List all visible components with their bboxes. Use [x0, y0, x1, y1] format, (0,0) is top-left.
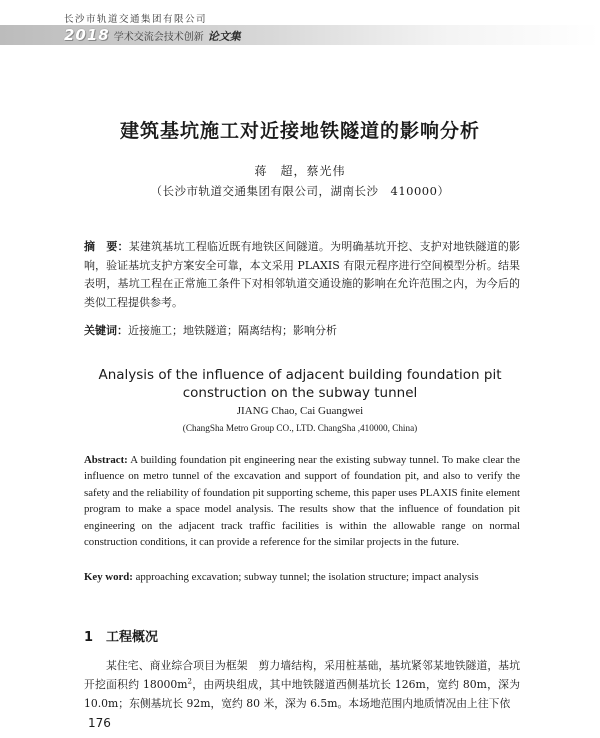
- header-banner: [64, 26, 241, 44]
- section-number: 1: [84, 630, 94, 645]
- section-body-part1: 某住宅、商业综合项目为框架 剪力墙结构，采用桩基础，基坑紧邻某地铁隧道，基坑开挖面积约 18000m: [84, 659, 520, 691]
- keywords-en: [84, 569, 520, 585]
- abstract-cn-label: 摘 要：: [84, 240, 129, 253]
- section-body: [84, 656, 520, 713]
- affiliation-cn: （长沙市轨道交通集团有限公司，湖南长沙 410000）: [150, 184, 450, 198]
- title-en: Analysis of the influence of adjacent building foundation pit construction on the subway tunnel: [98, 367, 502, 401]
- keywords-en-label: Key word:: [84, 571, 133, 583]
- authors-en: JIANG Chao, Cai Guangwei: [236, 405, 364, 417]
- section-body-sup: 2: [187, 677, 193, 686]
- abstract-en-text: A building foundation pit engineering near the existing subway tunnel. To make clear the influence on metro tunnel of the excavation and support of foundation pit, and also to verify the safety and the reliability of foundation pit supporting scheme, this paper uses PLAXIS finite element program to make a space model analysis. The results show that the influence of foundation pit engineering on the adjacent track traffic facilities is within the allowable range on normal construction conditions, it can provide a reference for the similar projects in the future.: [84, 454, 520, 549]
- abstract-cn: [84, 238, 520, 312]
- section-body-part2: ，由两块组成，其中地铁隧道西侧基坑长 126m，宽约 80m，深为 10.0m；东侧基坑长 92m，宽约 80 米，深为 6.5m。本场地范围内地质情况由上往下依: [84, 678, 520, 710]
- page-number: 176: [88, 716, 111, 730]
- keywords-cn: [84, 322, 520, 340]
- header-year: 2018: [64, 26, 110, 44]
- affiliation-en: (ChangSha Metro Group CO., LTD. ChangSha ,410000, China): [182, 423, 418, 433]
- section-title: 工程概况: [106, 630, 159, 645]
- abstract-en: [84, 452, 520, 550]
- header-collection: 论文集: [207, 30, 241, 43]
- section-heading: [84, 626, 158, 645]
- keywords-cn-text: 近接施工；地铁隧道；隔离结构；影响分析: [128, 324, 337, 337]
- keywords-cn-label: 关键词：: [84, 324, 128, 337]
- keywords-en-text: approaching excavation; subway tunnel; the isolation structure; impact analysis: [135, 571, 479, 583]
- title-cn: 建筑基坑施工对近接地铁隧道的影响分析: [119, 120, 480, 142]
- authors-cn: 蒋 超，蔡光伟: [254, 164, 346, 178]
- abstract-cn-text: 某建筑基坑工程临近既有地铁区间隧道。为明确基坑开挖、支护对地铁隧道的影响，验证基坑支护方案安全可靠，本文采用 PLAXIS 有限元程序进行空间模型分析。结果表明，基坑工程在正常施工条件下对相邻轨道交通设施的影响在允许范围之内，为今后的类似工程提供参考。: [84, 240, 521, 309]
- header-subtitle: 学术交流会技术创新: [113, 32, 204, 43]
- header-company: 长沙市轨道交通集团有限公司: [64, 14, 208, 25]
- abstract-en-label: Abstract:: [84, 454, 128, 466]
